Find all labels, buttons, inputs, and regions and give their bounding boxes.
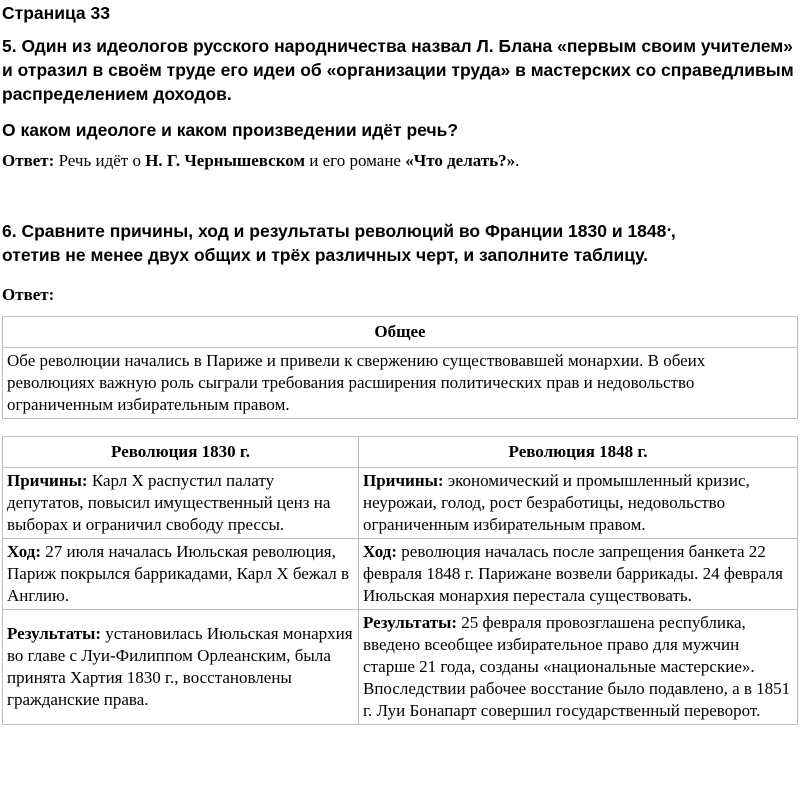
compare-table-header-row	[3, 437, 798, 468]
page-title: Страница 33	[2, 3, 110, 23]
question-6-line2: отетив не менее двух общих и трёх различных черт, и заполните таблицу.	[2, 245, 649, 265]
question-6-text	[2, 219, 798, 267]
common-table-header-row	[3, 317, 798, 348]
cell-text: экономический и промышленный кризис, неурожаи, голод, рост безработицы, недовольство ограниченным избирательным правом.	[363, 471, 750, 534]
common-table-cell: Обе революции начались в Париже и привели к свержению существовавшей монархии. В обеих революциях важную роль сыграли требования расширения политических прав и недовольство ограниченным избирательным правом.	[3, 348, 798, 419]
cell-label: Причины:	[363, 471, 444, 490]
cell-1848-course	[359, 539, 798, 610]
common-table-row	[3, 348, 798, 419]
compare-table-row-course	[3, 539, 798, 610]
question-5-subquestion: О каком идеологе и каком произведении идёт речь?	[2, 120, 459, 140]
cell-1848-results	[359, 610, 798, 725]
question-6-line1: 6. Сравните причины, ход и результаты революций во Франции 1830 и 1848	[2, 221, 667, 241]
answer-label: Ответ:	[2, 151, 55, 170]
question-6-answer-label: Ответ:	[2, 285, 55, 304]
answer-person: Н. Г. Чернышевском	[145, 151, 306, 170]
cell-label: Ход:	[7, 542, 42, 561]
cell-1830-causes	[3, 468, 359, 539]
cell-1830-results	[3, 610, 359, 725]
answer-text-pre: Речь идёт о	[58, 151, 141, 170]
compare-table-row-causes	[3, 468, 798, 539]
cell-text: 27 июля началась Июльская революция, Париж покрылся баррикадами, Карл X бежал в Англию.	[7, 542, 350, 605]
cell-label: Результаты:	[363, 613, 458, 632]
cell-1848-causes	[359, 468, 798, 539]
cell-text: Карл X распустил палату депутатов, повысил имущественный ценз на выборах и ограничил свободу прессы.	[7, 471, 331, 534]
cell-text: революция началась после запрещения банкета 22 февраля 1848 г. Парижане возвели баррикады. 24 февраля Июльская монархия перестала существовать.	[363, 542, 783, 605]
question-5-text: 5. Один из идеологов русского народничества назвал Л. Блана «первым своим учителем» и отразил в своём труде его идеи об «организации труда» в мастерских со справедливым распределением доходов.	[2, 36, 794, 104]
cell-label: Ход:	[363, 542, 398, 561]
answer-text-end: .	[515, 151, 520, 170]
compare-table	[2, 436, 798, 725]
answer-work: «Что делать?»	[405, 151, 516, 170]
cell-label: Результаты:	[7, 624, 102, 643]
common-table-header: Общее	[3, 317, 798, 348]
cell-1830-course	[3, 539, 359, 610]
compare-table-header-1848: Революция 1848 г.	[359, 437, 798, 468]
question-6-line1-end: ,	[670, 221, 676, 241]
cell-text: 25 февраля провозглашена республика, введено всеобщее избирательное право для мужчин старше 21 года, созданы «национальные мастерские». Впоследствии рабочее восстание было подавлено, а в 1851 г. Луи Бонапарт совершил государственный переворот.	[363, 613, 791, 720]
cell-label: Причины:	[7, 471, 88, 490]
bullet-marker-icon: •	[667, 225, 671, 236]
cell-text: установилась Июльская монархия во главе с Луи-Филиппом Орлеанским, была принята Хартия 1830 г., восстановлены гражданские права.	[7, 624, 353, 709]
question-5-answer	[2, 150, 519, 172]
compare-table-header-1830: Революция 1830 г.	[3, 437, 359, 468]
answer-text-mid: и его романе	[309, 151, 401, 170]
common-table	[2, 316, 798, 419]
compare-table-row-results	[3, 610, 798, 725]
